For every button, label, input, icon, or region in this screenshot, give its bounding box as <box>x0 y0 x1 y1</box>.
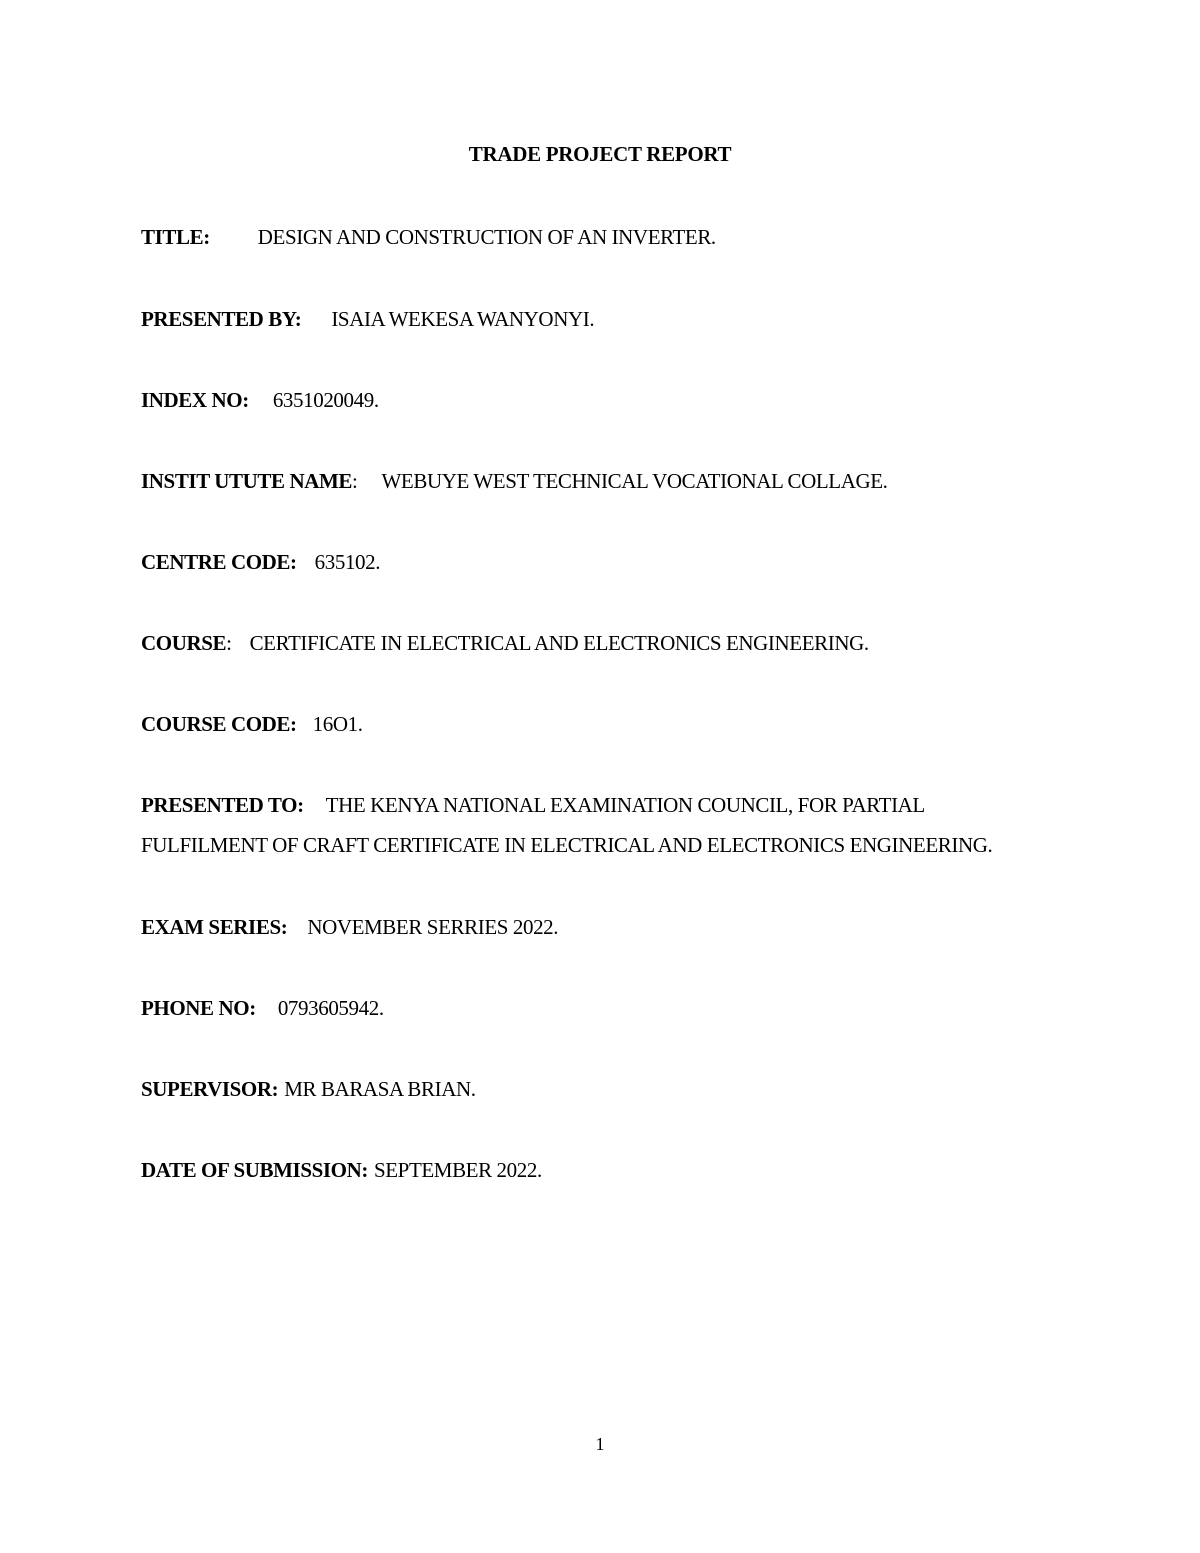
date-of-submission-label: DATE OF SUBMISSION: <box>141 1158 368 1182</box>
institute-name-separator: : <box>352 469 358 493</box>
exam-series-label: EXAM SERIES: <box>141 915 288 939</box>
institute-name-label: INSTIT UTUTE NAME <box>141 469 353 493</box>
date-of-submission-field <box>141 1150 542 1190</box>
date-of-submission-value: SEPTEMBER 2022. <box>373 1158 542 1182</box>
course-value: CERTIFICATE IN ELECTRICAL AND ELECTRONICS ENGINEERING. <box>249 631 869 655</box>
presented-to-value-line2: FULFILMENT OF CRAFT CERTIFICATE IN ELECTRICAL AND ELECTRONICS ENGINEERING. <box>141 833 993 857</box>
presented-to-label: PRESENTED TO: <box>141 793 304 817</box>
centre-code-field <box>141 542 380 582</box>
phone-no-field <box>141 988 384 1028</box>
phone-no-label: PHONE NO: <box>141 996 256 1020</box>
presented-to-value-line1: THE KENYA NATIONAL EXAMINATION COUNCIL, FOR PARTIAL <box>325 793 925 817</box>
title-label: TITLE: <box>141 225 210 249</box>
index-no-field <box>141 380 379 420</box>
course-separator: : <box>226 631 232 655</box>
title-field <box>141 217 716 257</box>
exam-series-value: NOVEMBER SERRIES 2022. <box>307 915 559 939</box>
supervisor-value: MR BARASA BRIAN. <box>284 1077 476 1101</box>
page-number: 1 <box>595 1434 605 1454</box>
index-no-label: INDEX NO: <box>141 388 249 412</box>
course-field <box>141 623 869 663</box>
report-heading: TRADE PROJECT REPORT <box>468 142 732 166</box>
centre-code-value: 635102. <box>314 550 381 574</box>
course-code-field <box>141 704 363 744</box>
supervisor-field <box>141 1069 476 1109</box>
institute-name-field <box>141 461 888 501</box>
presented-by-field <box>141 299 594 339</box>
course-code-value: 16O1. <box>312 712 363 736</box>
presented-by-label: PRESENTED BY: <box>141 307 302 331</box>
title-value: DESIGN AND CONSTRUCTION OF AN INVERTER. <box>257 225 716 249</box>
institute-name-value: WEBUYE WEST TECHNICAL VOCATIONAL COLLAGE. <box>381 469 888 493</box>
course-label: COURSE <box>141 631 227 655</box>
exam-series-field <box>141 907 558 947</box>
presented-by-value: ISAIA WEKESA WANYONYI. <box>331 307 595 331</box>
index-no-value: 6351020049. <box>272 388 379 412</box>
supervisor-label: SUPERVISOR: <box>141 1077 279 1101</box>
presented-to-continuation <box>141 825 992 865</box>
phone-no-value: 0793605942. <box>277 996 384 1020</box>
presented-to-field <box>141 785 925 825</box>
centre-code-label: CENTRE CODE: <box>141 550 297 574</box>
course-code-label: COURSE CODE: <box>141 712 297 736</box>
